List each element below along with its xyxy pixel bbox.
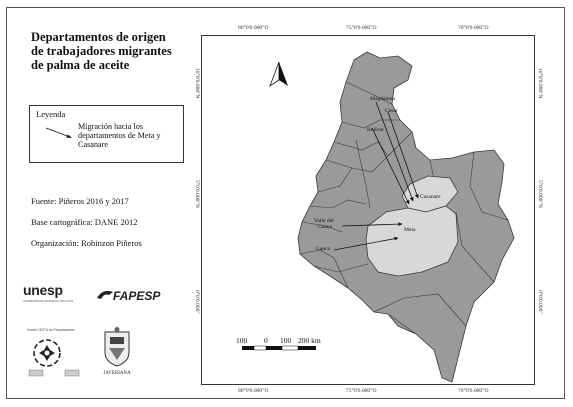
coord-left-2: 5°0'0.000"N <box>194 180 200 208</box>
scale-label-2: 0 <box>264 336 268 345</box>
migration-arrow-icon <box>44 126 74 140</box>
map-sheet <box>6 7 565 399</box>
coord-bottom-2: 75°0'0.000"O <box>346 388 377 394</box>
coord-right-3: 0°0'0.000" <box>537 290 543 314</box>
legend-item-label: Migración hacia los departamentos de Meta y Casanare <box>78 122 161 150</box>
cestu-logo <box>25 326 83 380</box>
fapesp-logo-text: FAPESP <box>113 289 161 303</box>
legend-heading: Leyenda <box>36 109 66 119</box>
map-title: Departamentos de origen de trabajadores migrantes de palma de aceite <box>31 30 172 72</box>
coord-right-1: 10°0'0.000"N <box>537 68 543 99</box>
javeriana-logo-text: JAVERIANA <box>103 371 131 376</box>
coord-bottom-1: 80°0'0.000"O <box>238 388 269 394</box>
coord-top-3: 70°0'0.000"O <box>458 25 489 31</box>
legend <box>29 105 184 163</box>
label-magdalena: Magdalena <box>370 96 395 102</box>
coord-left-3: 0°0'0.000" <box>194 290 200 314</box>
source-text: Fuente: Piñeros 2016 y 2017 <box>31 196 129 206</box>
organization-text: Organización: Robinzon Piñeros <box>31 238 142 248</box>
unesp-logo: unesp <box>23 282 63 298</box>
coord-top-1: 80°0'0.000"O <box>238 25 269 31</box>
scale-label-1: 100 <box>236 336 248 345</box>
cestu-logo-text: Centro CESTU de Pesquisadores <box>27 328 75 332</box>
javeriana-logo <box>97 326 137 380</box>
map-area <box>190 8 564 398</box>
map-frame <box>201 35 535 385</box>
coord-left-1: 10°0'0.000"N <box>194 68 200 99</box>
label-meta: Meta <box>404 227 416 233</box>
side-panel <box>7 8 190 398</box>
label-valle-del-cauca: Valle del Cauca <box>314 218 334 230</box>
label-casanare: Casanare <box>420 194 441 200</box>
label-cauca: Cauca <box>316 246 330 252</box>
scale-bar <box>236 336 321 350</box>
colombia-map <box>202 36 535 385</box>
north-arrow-icon <box>270 62 288 86</box>
label-bolivar: Bolívar <box>367 127 384 133</box>
unesp-logo-subtitle: UNIVERSIDADE ESTADUAL PAULISTA <box>23 299 74 303</box>
label-cesar: Cesar <box>385 108 398 114</box>
cartographic-base-text: Base cartográfica: DANE 2012 <box>31 217 138 227</box>
scale-label-4: 200 km <box>298 336 321 345</box>
scale-label-3: 100 <box>280 336 292 345</box>
coord-right-2: 5°0'0.000"N <box>537 180 543 208</box>
coord-top-2: 75°0'0.000"O <box>346 25 377 31</box>
fapesp-logo <box>95 286 165 304</box>
coord-bottom-3: 70°0'0.000"O <box>458 388 489 394</box>
